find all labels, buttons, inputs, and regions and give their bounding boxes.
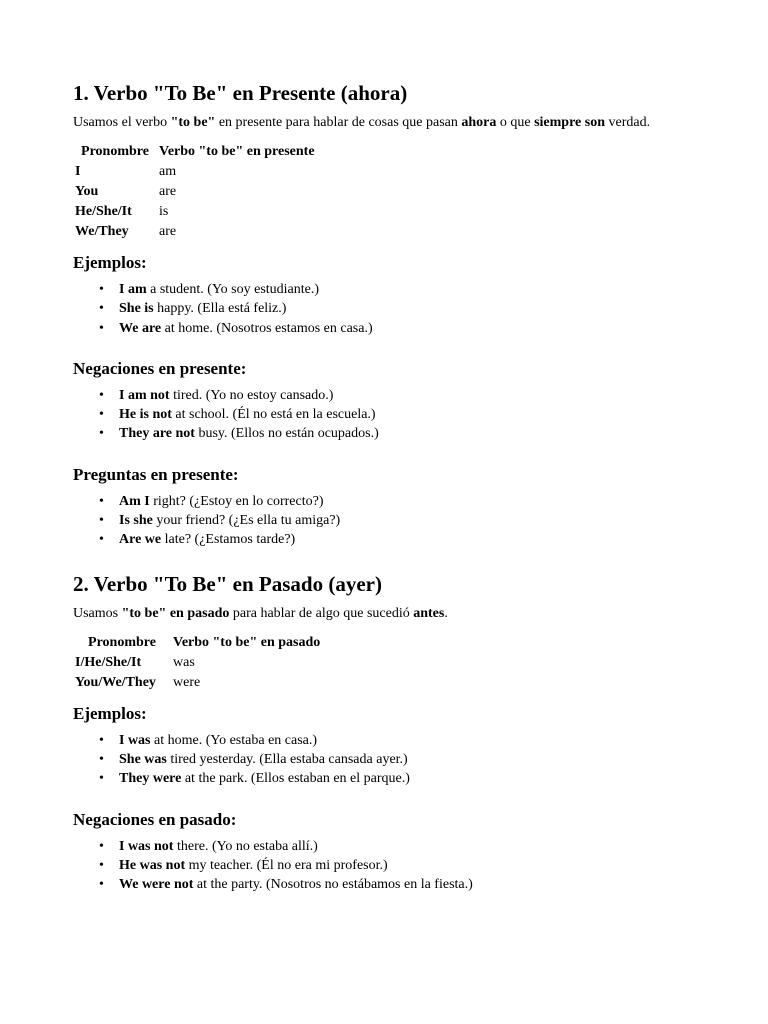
example-verb: They were xyxy=(119,771,182,787)
pronoun-cell: You xyxy=(75,184,99,199)
column-header: Verbo "to be" en pasado xyxy=(173,634,321,650)
example-verb: I was xyxy=(119,732,151,748)
example-text: at home. (Nosotros estamos en casa.) xyxy=(161,320,373,336)
subsection-heading: Negaciones en presente: xyxy=(73,358,247,378)
table-row xyxy=(73,202,317,222)
section-title: 1. Verbo "To Be" en Presente (ahora) xyxy=(73,81,408,105)
example-verb: She is xyxy=(119,301,154,317)
verb-cell: were xyxy=(173,674,201,690)
bullet-icon: • xyxy=(99,532,104,548)
list-item xyxy=(99,875,693,894)
bullet-icon: • xyxy=(99,282,104,297)
column-header: Pronombre xyxy=(88,634,156,650)
bullet-icon: • xyxy=(99,732,104,748)
example-text: busy. (Ellos no están ocupados.) xyxy=(194,426,379,442)
verb-cell: am xyxy=(159,164,177,179)
intro-text: antes xyxy=(413,605,445,621)
example-verb: She was xyxy=(119,751,167,767)
intro-text: "to be" en pasado xyxy=(121,605,230,621)
pronoun-cell: I/He/She/It xyxy=(75,654,142,670)
example-verb: I am xyxy=(119,282,147,297)
example-verb: They are not xyxy=(119,426,195,442)
bullet-icon: • xyxy=(99,426,104,442)
example-text: right? (¿Estoy en lo correcto?) xyxy=(149,493,324,509)
table-header-row xyxy=(73,142,317,162)
bullet-icon: • xyxy=(99,493,104,509)
bullet-icon: • xyxy=(99,877,104,893)
intro-text: . xyxy=(444,605,448,621)
intro-paragraph xyxy=(73,604,693,623)
intro-text: Usamos el verbo xyxy=(73,115,171,130)
example-verb: He is not xyxy=(119,407,172,423)
list-item xyxy=(99,856,693,875)
subsection-heading: Negaciones en pasado: xyxy=(73,809,237,829)
pronoun-cell: He/She/It xyxy=(75,204,132,219)
example-text: a student. (Yo soy estudiante.) xyxy=(146,282,320,297)
example-list xyxy=(73,731,693,789)
example-list xyxy=(73,280,693,338)
bullet-icon: • xyxy=(99,407,104,423)
example-text: at home. (Yo estaba en casa.) xyxy=(150,732,318,748)
intro-text: verdad. xyxy=(605,115,651,130)
example-verb: Am I xyxy=(119,493,150,509)
subsection-heading: Preguntas en presente: xyxy=(73,464,239,484)
list-item xyxy=(99,837,693,856)
pronoun-cell: We/They xyxy=(75,224,129,239)
example-text: there. (Yo no estaba allí.) xyxy=(173,838,318,854)
intro-text: Usamos xyxy=(73,605,122,621)
bullet-icon: • xyxy=(99,771,104,787)
intro-text: "to be" xyxy=(170,115,216,130)
example-verb: I was not xyxy=(119,838,174,854)
example-list xyxy=(73,492,693,550)
pronoun-cell: You/We/They xyxy=(75,674,156,690)
bullet-icon: • xyxy=(99,320,104,336)
verb-cell: are xyxy=(159,184,177,199)
list-item xyxy=(99,280,693,299)
subsection-heading: Ejemplos: xyxy=(73,253,147,272)
verb-cell: is xyxy=(159,204,169,219)
subsection-heading: Ejemplos: xyxy=(73,703,147,723)
table-header-row xyxy=(73,633,322,653)
intro-text: o que xyxy=(496,115,535,130)
example-text: at the party. (Nosotros no estábamos en la fiesta.) xyxy=(193,877,473,893)
list-item xyxy=(99,492,693,511)
example-list xyxy=(73,837,693,895)
example-text: tired yesterday. (Ella estaba cansada ayer.) xyxy=(166,751,408,767)
list-item xyxy=(99,750,693,769)
list-item xyxy=(99,424,693,443)
list-item xyxy=(99,405,693,424)
bullet-icon: • xyxy=(99,751,104,767)
list-item xyxy=(99,731,693,750)
verb-cell: was xyxy=(173,654,195,670)
bullet-icon: • xyxy=(99,301,104,317)
example-text: tired. (Yo no estoy cansado.) xyxy=(169,387,334,403)
verb-cell: are xyxy=(159,224,177,239)
example-text: at school. (Él no está en la escuela.) xyxy=(171,407,376,423)
section-present xyxy=(73,79,693,550)
example-verb: Is she xyxy=(119,513,153,529)
table-row xyxy=(73,653,322,673)
bullet-icon: • xyxy=(99,387,104,403)
example-list xyxy=(73,386,693,444)
table-row xyxy=(73,182,317,202)
example-verb: We were not xyxy=(119,877,194,893)
list-item xyxy=(99,769,693,788)
bullet-icon: • xyxy=(99,838,104,854)
example-text: my teacher. (Él no era mi profesor.) xyxy=(185,857,388,873)
table-row xyxy=(73,222,317,242)
table-row xyxy=(73,162,317,182)
example-text: at the park. (Ellos estaban en el parque.) xyxy=(181,771,410,787)
list-item xyxy=(99,386,693,405)
example-text: late? (¿Estamos tarde?) xyxy=(161,532,296,548)
conjugation-table xyxy=(73,142,317,242)
example-verb: We are xyxy=(119,320,162,336)
example-text: happy. (Ella está feliz.) xyxy=(153,301,287,317)
intro-text: para hablar de algo que sucedió xyxy=(229,605,414,621)
conjugation-table xyxy=(73,633,322,693)
example-verb: I am not xyxy=(119,387,170,403)
bullet-icon: • xyxy=(99,513,104,529)
bullet-icon: • xyxy=(99,857,104,873)
intro-text: siempre son xyxy=(534,115,606,130)
column-header: Verbo "to be" en presente xyxy=(159,144,315,159)
list-item xyxy=(99,319,693,338)
list-item xyxy=(99,530,693,549)
column-header: Pronombre xyxy=(81,144,149,159)
intro-paragraph xyxy=(73,113,693,132)
section-title: 2. Verbo "To Be" en Pasado (ayer) xyxy=(73,571,382,596)
pronoun-cell: I xyxy=(75,164,81,179)
table-row xyxy=(73,673,322,693)
example-verb: Are we xyxy=(119,532,162,548)
list-item xyxy=(99,511,693,530)
example-verb: He was not xyxy=(119,857,186,873)
list-item xyxy=(99,299,693,318)
intro-text: en presente para hablar de cosas que pasan xyxy=(215,115,462,130)
section-past xyxy=(73,570,693,895)
example-text: your friend? (¿Es ella tu amiga?) xyxy=(152,513,341,529)
intro-text: ahora xyxy=(461,115,497,130)
